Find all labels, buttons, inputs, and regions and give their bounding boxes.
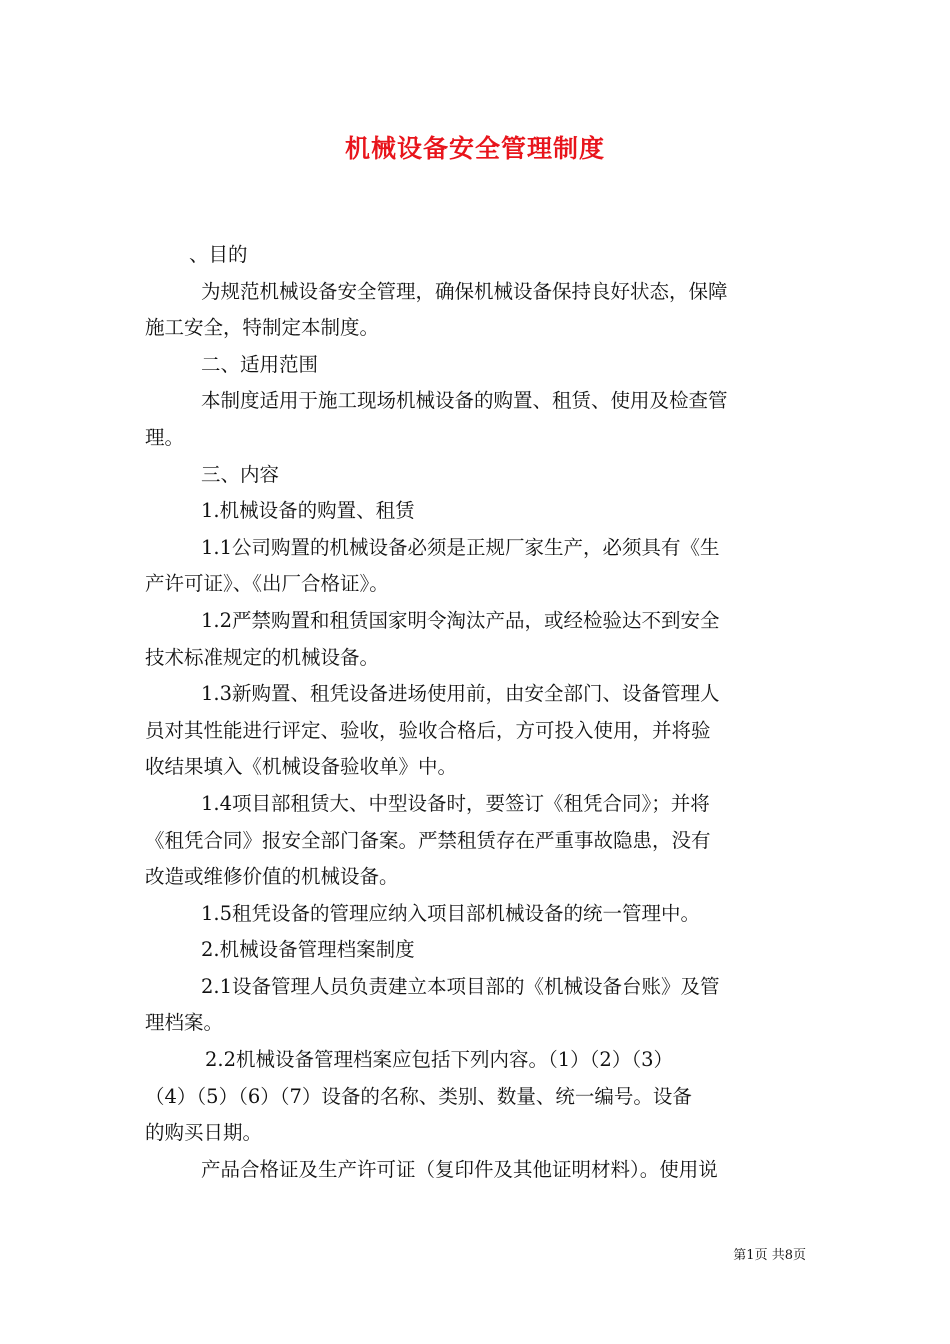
text-line: 1.1公司购置的机械设备必须是正规厂家生产，必须具有《生	[201, 535, 720, 559]
text-line: 三、内容	[201, 462, 280, 486]
footer-current-page: 1	[746, 1248, 755, 1263]
text-line: 的购买日期。	[145, 1121, 263, 1145]
text-line: 2.1设备管理人员负责建立本项目部的《机械设备台账》及管	[201, 974, 720, 998]
text-line: 2.2机械设备管理档案应包括下列内容。（1）（2）（3）	[205, 1048, 673, 1072]
footer-mid: 页 共	[754, 1248, 785, 1263]
text-line: 本制度适用于施工现场机械设备的购置、租赁、使用及检查管	[201, 389, 728, 413]
text-line: 施工安全，特制定本制度。	[145, 316, 380, 340]
text-line: 为规范机械设备安全管理，确保机械设备保持良好状态，保障	[201, 279, 728, 303]
text-line: 《租凭合同》报安全部门备案。严禁租赁存在严重事故隐患，没有	[145, 828, 711, 852]
text-line: 、目的	[189, 243, 248, 266]
text-line: 1.3新购置、租凭设备进场使用前，由安全部门、设备管理人	[201, 682, 720, 706]
text-line: 1.2严禁购置和租赁国家明令淘汰产品，或经检验达不到安全	[201, 608, 720, 632]
text-line: 收结果填入《机械设备验收单》中。	[145, 755, 458, 779]
footer-total-pages: 8	[784, 1248, 793, 1263]
document-body	[145, 237, 807, 1188]
text-line: 1.4项目部租赁大、中型设备时，要签订《租凭合同》；并将	[201, 791, 710, 815]
footer-suffix: 页	[792, 1248, 806, 1263]
page-footer	[0, 1247, 806, 1265]
text-line: 1.5租凭设备的管理应纳入项目部机械设备的统一管理中。	[201, 901, 701, 925]
text-line: （4）（5）（6）（7）设备的名称、类别、数量、统一编号。设备	[145, 1084, 692, 1108]
text-line: 技术标准规定的机械设备。	[145, 645, 380, 669]
text-line: 改造或维修价值的机械设备。	[145, 865, 399, 889]
text-line: 理。	[145, 425, 185, 449]
text-line: 理档案。	[145, 1011, 224, 1035]
text-line: 产许可证》、《出厂合格证》。	[145, 572, 389, 596]
text-line: 1.机械设备的购置、租赁	[201, 499, 415, 523]
text-line: 二、适用范围	[201, 352, 319, 376]
text-line: 员对其性能进行评定、验收，验收合格后，方可投入使用，并将验	[145, 718, 711, 742]
document-title: 机械设备安全管理制度	[344, 134, 605, 163]
text-line: 2.机械设备管理档案制度	[201, 938, 415, 962]
footer-prefix: 第	[733, 1248, 747, 1263]
text-line: 产品合格证及生产许可证（复印件及其他证明材料）。使用说	[201, 1157, 718, 1181]
